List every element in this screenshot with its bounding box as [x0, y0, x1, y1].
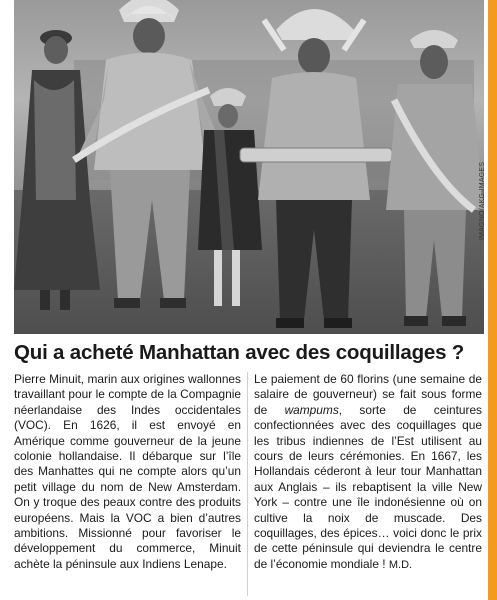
article-title: Qui a acheté Manhattan avec des coquillages ?: [14, 341, 465, 364]
article-body: [14, 372, 484, 596]
text-segment: , sorte de ceintures confectionnées avec des coquillages que les tribus indiennes de l’Est utilisent au cours de leurs cérémonies. En 1667, les Hollandais céderont à leur tour Manhattan aux Anglais – ils rebaptisent la ville New York – contre une île indonésienne où on cultive la noix de muscade. Des coquillages, des épices… voici donc le prix de cette péninsule qui deviendra le centre de l’économie mondiale !: [254, 402, 483, 571]
paragraph-right: [254, 372, 482, 573]
emphasis-wampums: wampums: [284, 402, 339, 417]
photo-illustration: [14, 0, 484, 334]
paragraph-left: Pierre Minuit, marin aux origines wallonnes travaillant pour le compte de la Compagnie néerlandaise des Indes occidentales (VOC). En 1626, il est envoyé en Amérique comme gouverneur de la jeune colonie hollandaise. Il débarque sur l’île des Manhattes qui ne compte alors qu’un petit village du nom de New Amsterdam. On y troque des peaux contre des produits européens. Mais la VOC a bien d’autres ambitions. Missionné pour favoriser le développement du commerce, Minuit achète la péninsule aux Indiens Lenape.: [14, 372, 241, 571]
photo-credit: IMAGNO/AKG-IMAGES: [479, 161, 486, 240]
author-initials: M.D.: [388, 558, 413, 571]
text-segment: Le paiement de 60 florins (une semaine de salaire de gouverneur) se fait sous forme de: [254, 372, 482, 417]
article-column-left: [14, 372, 248, 596]
article-column-right: [248, 372, 482, 596]
historical-photo: [14, 0, 484, 334]
accent-bar: [488, 0, 497, 600]
